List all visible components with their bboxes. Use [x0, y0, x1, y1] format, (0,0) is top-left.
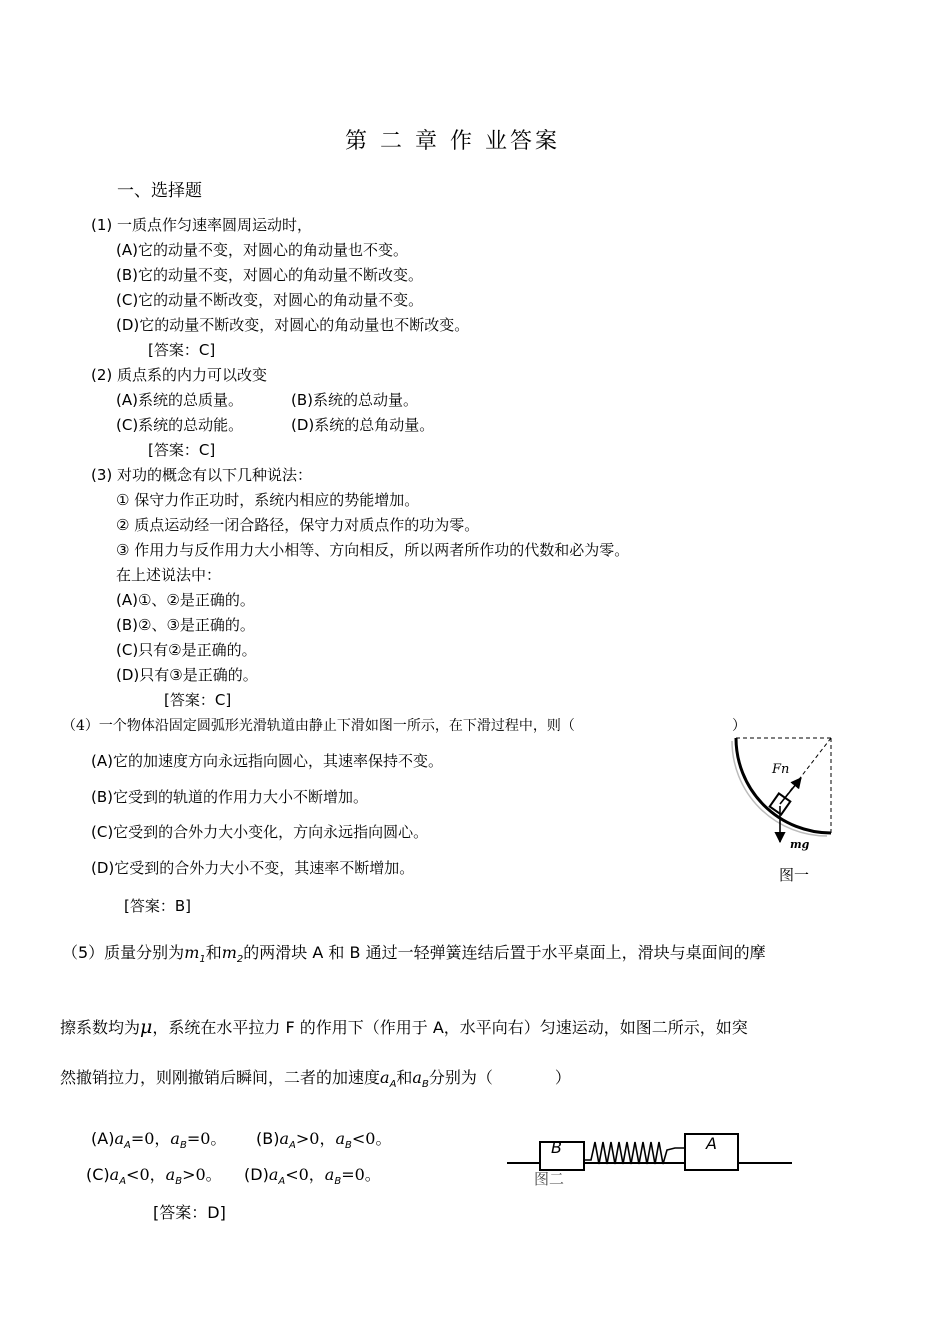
q5-line3-close: ） — [554, 1068, 571, 1087]
figure-1-caption: 图一 — [779, 866, 810, 884]
q5-answer: [答案：D] — [153, 1203, 226, 1222]
q3-option-c: (C)只有②是正确的。 — [116, 641, 257, 659]
arc-track — [736, 738, 831, 833]
page-title: 第 二 章 作 业答案 — [345, 129, 560, 154]
q5-line1-suffix: 的两滑块 A 和 B 通过一轻弹簧连结后置于水平桌面上，滑块与桌面间的摩 — [243, 943, 766, 962]
q5-line3-suffix: 分别为（ — [428, 1068, 493, 1087]
mg-label: mg — [790, 838, 810, 851]
q5-option-b-expr1: >0， — [295, 1129, 336, 1148]
q2-answer: [答案：C] — [148, 441, 216, 459]
q3-statement-2: ② 质点运动经一闭合路径，保守力对质点作的功为零。 — [116, 516, 480, 534]
q5-option-a-label: (A) — [91, 1129, 115, 1148]
m2-symbol: m — [221, 943, 237, 962]
q5-option-d-expr2: =0。 — [341, 1165, 381, 1184]
q4-option-d: (D)它受到的合外力大小不变，其速率不断增加。 — [91, 859, 415, 877]
q3-lead: 在上述说法中： — [116, 566, 222, 584]
figure-2-diagram — [505, 1128, 800, 1178]
q1-answer: [答案：C] — [148, 341, 216, 359]
q5-line-2 — [60, 1015, 748, 1038]
figure-1-diagram — [725, 728, 850, 858]
q4-option-a: (A)它的加速度方向永远指向圆心，其速率保持不变。 — [91, 752, 443, 770]
q5-and-2: 和 — [396, 1068, 413, 1087]
q2-option-c: (C)系统的总动能。 — [116, 416, 244, 434]
q4-answer: [答案：B] — [124, 897, 191, 915]
q2-option-d: (D)系统的总角动量。 — [291, 416, 435, 434]
q5-option-a-expr2: =0。 — [186, 1129, 227, 1148]
block-b — [540, 1142, 584, 1170]
block-a-label: A — [706, 1134, 717, 1153]
q4-option-c: (C)它受到的合外力大小变化，方向永远指向圆心。 — [91, 823, 429, 841]
q5-line2-prefix: 擦系数均为 — [60, 1018, 141, 1037]
q2-stem: (2) 质点系的内力可以改变 — [91, 366, 268, 384]
aA-subscript: A — [389, 1079, 397, 1091]
q5-option-b: $(B)a_A>0$，$a_B<0$。 — [256, 1129, 392, 1152]
q5-option-a-expr1: =0， — [130, 1129, 171, 1148]
q1-option-b: (B)它的动量不变，对圆心的角动量不断改变。 — [116, 266, 423, 284]
m1-symbol: m — [184, 943, 200, 962]
q5-option-b-label: (B) — [256, 1129, 280, 1148]
q1-stem: (1) 一质点作匀速率圆周运动时， — [91, 216, 313, 234]
m2-subscript: 2 — [236, 954, 244, 966]
q3-stem: (3) 对功的概念有以下几种说法： — [91, 466, 313, 484]
q3-statement-3: ③ 作用力与反作用力大小相等、方向相反，所以两者所作功的代数和必为零。 — [116, 541, 630, 559]
q5-option-d: $(D)a_A<0$，$a_B=0$。 — [244, 1165, 381, 1188]
mu-symbol: μ — [140, 1016, 153, 1038]
q5-option-c-expr1: <0， — [126, 1165, 166, 1184]
q3-option-b: (B)②、③是正确的。 — [116, 616, 255, 634]
q3-option-a: (A)①、②是正确的。 — [116, 591, 255, 609]
q5-line3-prefix: 然撤销拉力，则刚撤销后瞬间，二者的加速度 — [60, 1068, 381, 1087]
aB-symbol: a — [412, 1068, 422, 1087]
q1-option-a: (A)它的动量不变，对圆心的角动量也不变。 — [116, 241, 408, 259]
figure-2-caption: 图二 — [534, 1170, 565, 1188]
q4-option-b: (B)它受到的轨道的作用力大小不断增加。 — [91, 788, 368, 806]
q5-option-d-label: (D) — [244, 1165, 269, 1184]
q1-option-c: (C)它的动量不断改变，对圆心的角动量不变。 — [116, 291, 424, 309]
q5-option-c-label: (C) — [86, 1165, 110, 1184]
q5-line2-suffix: ，系统在水平拉力 F 的作用下（作用于 A，水平向右）匀速运动，如图二所示，如突 — [152, 1018, 748, 1037]
fn-label: Fn — [772, 762, 790, 777]
q3-option-d: (D)只有③是正确的。 — [116, 666, 258, 684]
q5-option-c: $(C)a_A<0$，$a_B>0$。 — [86, 1165, 222, 1188]
q5-line1-prefix: （5）质量分别为 — [62, 943, 185, 962]
spring — [584, 1142, 685, 1164]
q5-line-1 — [62, 940, 766, 965]
q3-answer: [答案：C] — [164, 691, 232, 709]
q5-line-3 — [60, 1065, 571, 1090]
q5-option-c-expr2: >0。 — [182, 1165, 222, 1184]
q4-stem: （4）一个物体沿固定圆弧形光滑轨道由静止下滑如图一所示，在下滑过程中，则（ — [62, 718, 575, 734]
q5-option-d-expr1: <0， — [285, 1165, 325, 1184]
aA-symbol: a — [380, 1068, 390, 1087]
q3-statement-1: ① 保守力作正功时，系统内相应的势能增加。 — [116, 491, 420, 509]
q5-option-b-expr2: <0。 — [351, 1129, 392, 1148]
fn-arrow — [780, 778, 801, 804]
m1-subscript: 1 — [199, 954, 206, 966]
q5-option-a: $(A)a_A=0$，$a_B=0$。 — [91, 1129, 227, 1152]
q5-and: 和 — [205, 943, 222, 962]
q2-option-a: (A)系统的总质量。 — [116, 391, 243, 409]
block-b-label: B — [551, 1138, 562, 1157]
q1-option-d: (D)它的动量不断改变，对圆心的角动量也不断改变。 — [116, 316, 470, 334]
aB-subscript: B — [421, 1079, 429, 1091]
section-heading: 一、选择题 — [117, 181, 202, 201]
q4-stem-close: ） — [732, 718, 746, 734]
q2-option-b: (B)系统的总动量。 — [291, 391, 418, 409]
